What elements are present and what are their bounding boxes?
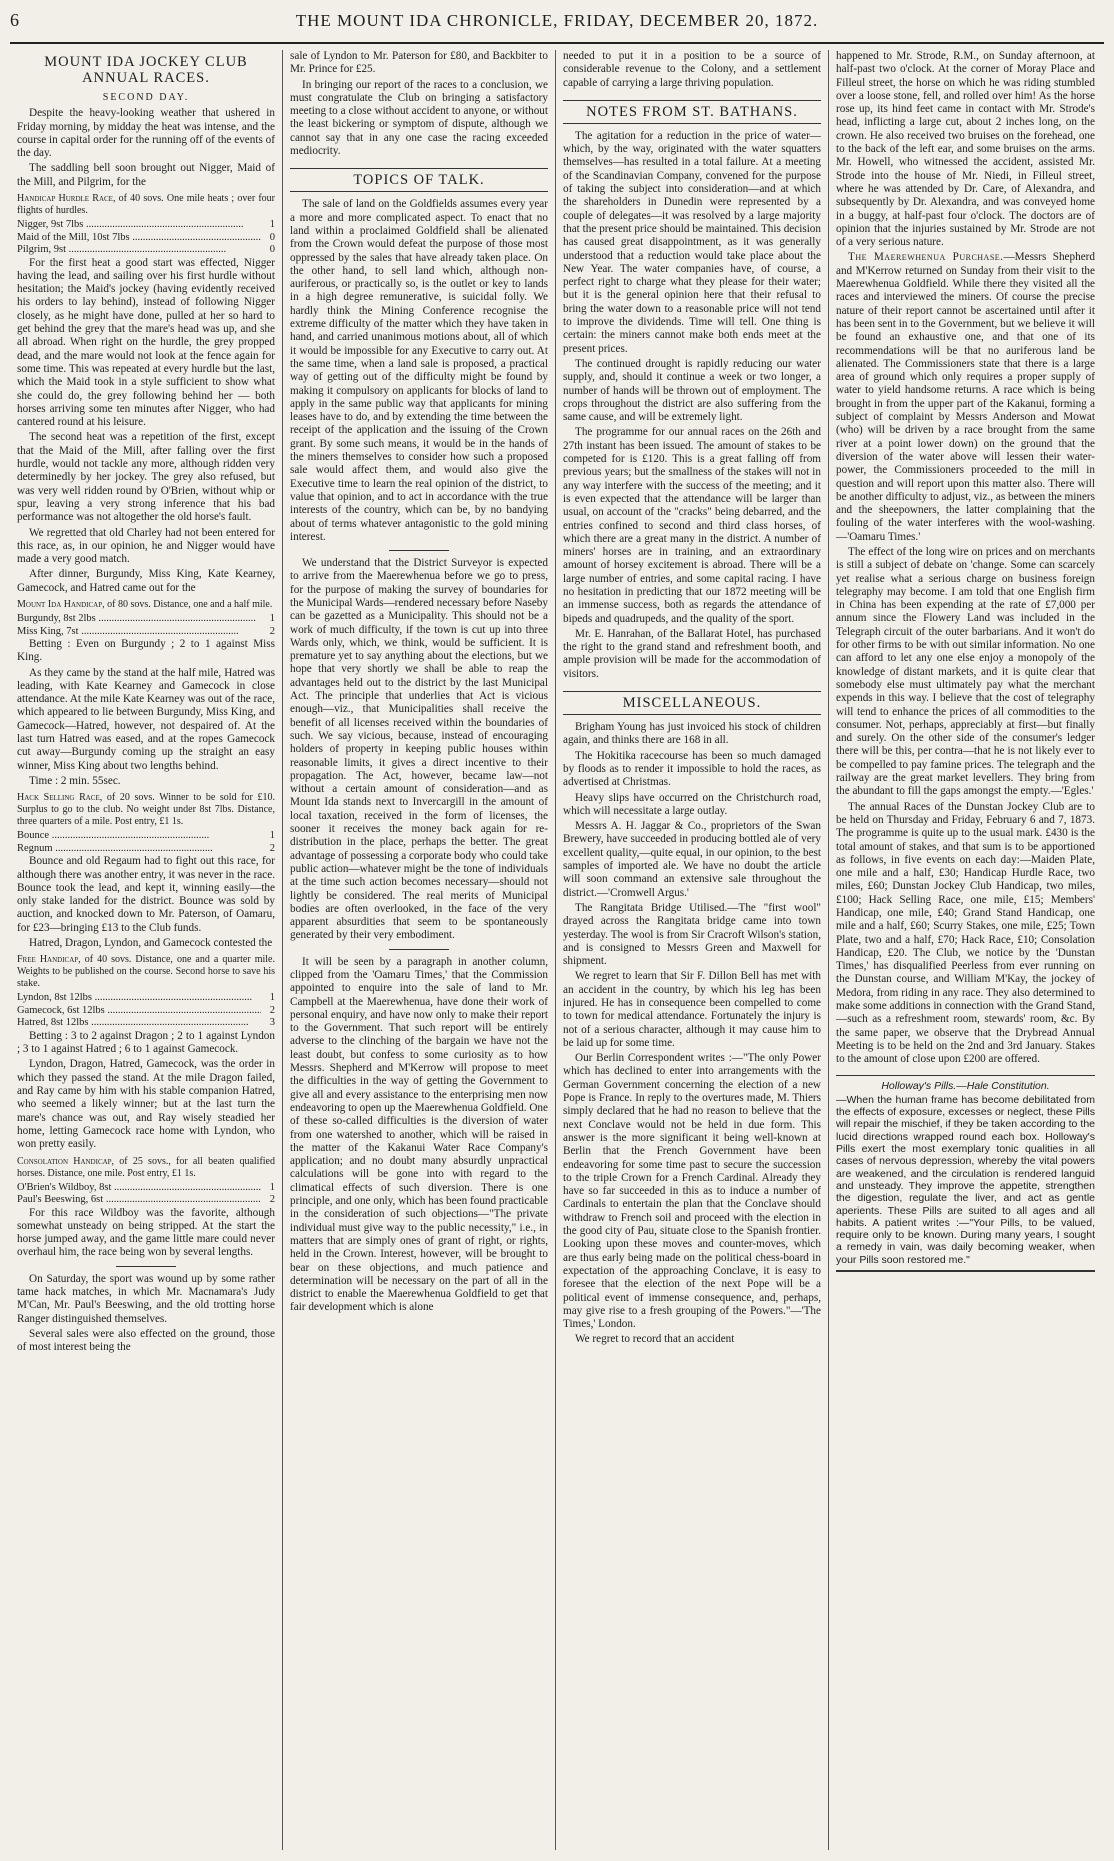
columns xyxy=(10,50,1104,1850)
section-divider xyxy=(389,550,449,551)
result-row: O'Brien's Wildboy, 8st ..... 1 xyxy=(17,1182,275,1195)
result-row: Burgundy, 8st 2lbs ..... 1 xyxy=(17,613,275,626)
race-name: Free Handicap, xyxy=(17,954,81,966)
race-report: For the first heat a good start was effected, Nigger having the lead, and sailing over his first hurdle without hesitation; the Maid's jockey (having evidently received his orders to lay behind), instead of following Nigger closely, as he might have done, pulled at her so hard to get behind the grey that the mare's head was up, and she all abroad. When right on the hurdle, the grey propped dead, and the mare would not look at the fence again for some time. This was repeated at every hurdle but the last, which the Maid took in a style sufficient to show what she could do, the grey following behind her — both horses arriving some ten minutes after Nigger, who had cantered round at his leisure. xyxy=(17,256,275,429)
article-paragraph: sale of Lyndon to Mr. Paterson for £80, and Backbiter to Mr. Prince for £25. xyxy=(290,50,548,76)
result-row: Lyndon, 8st 12lbs ..... 1 xyxy=(17,992,275,1005)
newspaper-title: THE MOUNT IDA CHRONICLE, FRIDAY, DECEMBER 20, 1872. xyxy=(295,11,819,30)
result-row: Nigger, 9st 7lbs ..... 1 xyxy=(17,219,275,232)
advertisement-title: Holloway's Pills.—Hale Constitution. xyxy=(881,1079,1050,1092)
race-report: Lyndon, Dragon, Hatred, Gamecock, was the order in which they passed the stand. At the mile Dragon failed, and Ray came by him with his stable companion Hatred, who seemed a likely winner; but at the last turn the mare's chance was out, and Ray wisely steadied her home, letting Gamecock race home with Lyndon, who won pretty easily. xyxy=(17,1058,275,1151)
article-paragraph: Our Berlin Correspondent writes :—"The only Power which has declined to enter into arrangements with the German Government concerning the election of a new Pope is France. In reply to the overtures made, M. Thiers simply declared that he had no reason to believe that the next Conclave would not be held in due form. This answer is the more significant it being well-known at Berlin that the French Government have been endeavoring for some time past to secure the succession to the triple Crown for a French Cardinal. Already they have so far succeeded in this as to induce a number of Cardinals to entertain the plan that the Conclave should withdraw to French soil and proceed with the election in the good city of Pau, situate close to the Spanish frontier. Looking upon these moves and counter-moves, which are thus early being made on the political chess-board in expectation of the approaching Conclave, it is easy to foresee that the election of the next Pope will be a political event of immense consequence, and, perhaps, may give rise to a fresh grouping of the Powers."—'The Times,' London. xyxy=(563,1052,821,1331)
article-paragraph: The continued drought is rapidly reducing our water supply, and, should it continue a week or two longer, a number of hands will be thrown out of employment. The crops throughout the district are also suffering from the same cause, and will be extremely light. xyxy=(563,357,821,424)
article-paragraph: The Hokitika racecourse has been so much damaged by floods as to render it impossible to hold the races, as advertised at Christmas. xyxy=(563,749,821,789)
race-report: As they came by the stand at the half mile, Hatred was leading, with Kate Kearney and Gamecock in close attendance. At the mile Kate Kearney was out of the race, which appeared to lie between Burgundy, Miss King, and Gamecock—Hatred, however, not despaired of. At the last turn Hatred was eased, and at the ropes Gamecock cut away—Burgundy coming up the straight an easy winner, Miss King about two lengths behind. xyxy=(17,666,275,772)
article-paragraph: The programme for our annual races on the 26th and 27th instant has been issued. The amount of stakes to be competed for is £120. This is a great falling off from previous years; but the smallness of the stakes will not in any way interfere with the success of the meeting; and it is even expected that the attendance will be larger than usual, on account of the "cracks" being debarred, and the entries confined to second and third class horses, of which there are a great many in the district. A number of miners' horses are in training, and an extraordinary amount of horsey excitement is abroad. There will be a large number of entries, and some capital racing. I have no hesitation in predicting that our 1872 meeting will be an immense success, both as regards the attendance of bipeds and quadrupeds, and the quality of the sport. xyxy=(563,426,821,625)
race-report: After dinner, Burgundy, Miss King, Kate Kearney, Gamecock, and Hatred came out for the xyxy=(17,568,275,594)
race-conditions: of 20 sovs. Winner to be sold for £10. Surplus to go to the club. No weight under 8st 7lbs. Distance, three quarters of a mile. Post entry, £1 1s. xyxy=(17,792,275,828)
race-name: Handicap Hurdle Race, xyxy=(17,193,116,205)
race-report: The second heat was a repetition of the first, except that the Maid of the Mill, after falling over the first hurdle, would not tackle any more, although ridden very determinedly by her jockey. The grey also refused, but was very well ridden round by O'Brien, without whip or spur, leaving a very strong inference that his bad performance was not altogether the old horse's fault. xyxy=(17,431,275,524)
article-paragraph: We regret to learn that Sir F. Dillon Bell has met with an accident in the country, by which his leg has been injured. He has in consequence been compelled to come to town for medical attendance. Fortunately the injury is not of a serious character, although it may cause him to be laid up for some time. xyxy=(563,970,821,1049)
races-intro-2: The saddling bell soon brought out Nigger, Maid of the Mill, and Pilgrim, for the xyxy=(17,162,275,188)
article-paragraph: The sale of land on the Goldfields assumes every year a more and more complicated aspect. To enact that no land within a proclaimed Goldfield shall be alienated from the Crown would defeat the purpose of those most oppressed by the sales that have already taken place. On the other hand, to sell land which, although non-auriferous, or practically so, is the outlet or key to lands in a high degree remunerative, is suicidal folly. We hardly think the Mining Conference recognise the extreme difficulty of the matter which they have taken in hand, and carried unanimous motions about, all of which it would be impossible for any Executive to carry out. At the same time, when a land sale is proposed, a practical way of getting out of the difficulty might be found by making it compulsory on applicants for blocks of land to apply in the same public way that applicants for mining leases have to do, and by extending the time between the receipt of the application and the issuing of the Crown grant. By some such means, it would be in the hands of the miners themselves to consider how such a proposed sale would affect them, and would also give the Executive time to learn the real opinion of the district, to value that opinion, and to act in accordance with the true interests of the country, which can be, by no bandying about of terms whatever antagonistic to the gold mining interest. xyxy=(290,198,548,543)
race-report: Several sales were also effected on the ground, those of most interest being the xyxy=(17,1327,275,1354)
advertisement-text: —When the human frame has become debilitated from the effects of exposure, excesses or neglect, these Pills will repair the mischief, if they be taken according to the lucid directions wrapped round each box. Holloway's Pills exert the most exemplary tonic qualities in all cases of nervous depression, whereby the vital powers are weakened, and the circulation is rendered languid and unsteady. They improve the appetite, strengthen the digestion, regulate the liver, and act as gentle aperients. These Pills are suited to all ages and all habits. A patient writes :—"Your Pills, to be valued, require only to be known. During many years, I sought a remedy in vain, was daily becoming weaker, when your Pills soon restored me." xyxy=(836,1093,1095,1266)
race-free-handicap xyxy=(17,954,275,990)
races-heading: MOUNT IDA JOCKEY CLUB ANNUAL RACES. xyxy=(44,54,248,86)
race-report: For this race Wildboy was the favorite, although somewhat unsteady on being stripped. At the start the horse jumped away, and the game little mare could never overhaul him, the race being won by several lengths. xyxy=(17,1206,275,1259)
race-hack-selling xyxy=(17,792,275,828)
column-3 xyxy=(556,50,829,1850)
paragraph-heading: The Maerewhenua Purchase. xyxy=(848,251,1004,264)
column-2 xyxy=(283,50,556,1850)
race-report: On Saturday, the sport was wound up by some rather tame hack matches, in which Mr. Macnamara's Judy M'Can, Mr. Paul's Beeswing, and the old trotting horse Ranger distinguished themselves. xyxy=(17,1272,275,1325)
article-paragraph: The Rangitata Bridge Utilised.—The "first wool" drayed across the Rangitata bridge came into town yesterday. The wool is from Sir Cracroft Wilson's station, and is consigned to Messrs Green and Maxwell for shipment. xyxy=(563,901,821,968)
race-name: Mount Ida Handicap, xyxy=(17,599,105,610)
article-paragraph: The effect of the long wire on prices and on merchants is still a subject of debate on 'change. Some can scarcely yet realise what a serious charge on business foreign telegraphy may become. I am told that one English firm in China has been expending at the rate of £7,000 per annum since the Flowery Land was included in the Telegraph circuit of the outer barbarians. And it won't do for other firms to be with out similar information. No one can afford to let any one else enjoy a monopoly of the knowledge of distant markets, and it is quite clear that somebody else must ultimately pay what the merchant expends in this way. I believe that the cost of telegraphy will tend to enhance the prices of all commodities to the consumer. Not, perhaps, appreciably at first—but finally and surely. On the other side of the consumer's ledger there will be this, per contra—that he is not likely ever to be compelled to pay famine prices. The telegraph and the railway are the great market levellers. They bring from the abundant to fill the gaps amongst the empty.—'Egles.' xyxy=(836,545,1095,798)
race-handicap xyxy=(17,599,275,611)
section-divider xyxy=(389,949,449,950)
column-1 xyxy=(10,50,283,1850)
advertisement xyxy=(836,1075,1095,1272)
article-paragraph: Heavy slips have occurred on the Christchurch road, which will necessitate a large outlay. xyxy=(563,791,821,817)
topics-heading: TOPICS OF TALK. xyxy=(290,168,548,192)
race-consolation xyxy=(17,1156,275,1180)
misc-heading: MISCELLANEOUS. xyxy=(563,691,821,715)
masthead xyxy=(10,10,1104,44)
result-row: Paul's Beeswing, 6st ..... 2 xyxy=(17,1194,275,1207)
result-row: Pilgrim, 9st ..... 0 xyxy=(17,244,275,257)
page-number: 6 xyxy=(10,10,20,30)
races-subheading: SECOND DAY. xyxy=(102,92,190,103)
race-conditions: of 40 sovs. One mile heats ; over four flights of hurdles. xyxy=(17,193,276,217)
section-divider xyxy=(116,1266,176,1267)
article-paragraph: happened to Mr. Strode, R.M., on Sunday afternoon, at half-past two o'clock. At the corner of Moray Place and Filleul street, the horse on which he was riding stumbled over a loose stone, fell, and rolled over him! As the horse rose up, its hind feet came in contact with Mr. Strode's head, inflicting a large cut, about 2 inches long, on the crown. He also received two bruises on the forehead, one to the back of the left ear, and some bruises on the arms. Mr. Howell, who witnessed the accident, assisted Mr. Strode into the house of Mr. Niedi, in Filleul street, where he was attended by Dr. Care, of Alexandra, and subsequently by Dr. Alexandra, and was conveyed home in a buggy, at half-past four o'clock. The doctors are of opinion that the injuries sustained by Mr. Strode are not of a very serious nature. xyxy=(836,50,1095,249)
result-row: Hatred, 8st 12lbs ..... 3 xyxy=(17,1017,275,1030)
column-4 xyxy=(829,50,1102,1850)
race-conditions: of 40 sovs. Distance, one and a quarter mile. Weights to be published on the course. Second horse to save his stake. xyxy=(17,954,275,990)
article-paragraph: Messrs A. H. Jaggar & Co., proprietors of the Swan Brewery, have succeeded in producing bottled ale of very excellent quality,—quite equal, in our opinion, to the best samples of imported ale. We have no doubt the article will soon command an extensive sale throughout the district.—'Cromwell Argus.' xyxy=(563,820,821,899)
bathans-heading: NOTES FROM ST. BATHANS. xyxy=(563,100,821,124)
result-row: Gamecock, 6st 12lbs ..... 2 xyxy=(17,1005,275,1018)
race-report: Hatred, Dragon, Lyndon, and Gamecock contested the xyxy=(29,937,273,950)
article-paragraph: Mr. E. Hanrahan, of the Ballarat Hotel, has purchased the right to the grand stand and refreshment booth, and ample provision will be made for the accommodation of visitors. xyxy=(563,627,821,680)
race-report: We regretted that old Charley had not been entered for this race, as, in our opinion, he and Nigger would have made a very good match. xyxy=(17,526,275,566)
race-report: Time : 2 min. 55sec. xyxy=(29,774,121,787)
race-conditions: of 25 sovs., for all beaten qualified horses. Distance, one mile. Post entry, £1 1s. xyxy=(17,1155,275,1179)
article-paragraph: We understand that the District Surveyor is expected to arrive from the Maerewhenua before we go to press, for the purpose of making the survey of boundaries for the Municipal Wards—rendered necessary before Naseby can be gazetted as a Municipality. This should not be a work of much difficulty, if the town is cut up into three Wards only, which, we think, would be sufficient. It is premature yet to say anything about the elections, but we hope that very shortly we shall be able to reap the advantages held out to the district by the last Municipal Act. The principle that underlies that Act is vicious enough—viz., that Municipalities shall receive the benefit of all licenses received within the boundaries of such. We say vicious, because, instead of encouraging holders of property in keeping public houses within reasonable limits, it gives a direct incentive to their propagation. The Act, however, became law—not without a certain amount of consideration—and as Mount Ida stands next to Invercargill in the amount of local taxation, received in the form of licenses, the sooner it receives the money back again for re-distribution in the place, perhaps the better. The great advantage of possessing a corporate body who could take public action—whatever might be the tone of individuals at the time such action becomes necessary—should not lightly be considered. The real merits of Municipal bodies are often overlooked, in the face of the very apparent absurdities that seem to be spontaneously generated by their very embodiment. xyxy=(290,557,548,942)
race-conditions: of 80 sovs. Distance, one and a half mile. xyxy=(107,599,273,610)
article-paragraph xyxy=(836,251,1095,544)
result-row: Maid of the Mill, 10st 7lbs ..... 0 xyxy=(17,232,275,245)
article-paragraph: Brigham Young has just invoiced his stock of children again, and thinks there are 168 in all. xyxy=(563,721,821,747)
race-report: Bounce and old Regaum had to fight out this race, for although there was another entry, it was never in the race. Bounce took the lead, and kept it, winning easily—the only stake landed for the district. Bounce was sold by auction, and knocked down to Mr. Paterson, of Oamaru, for £23—bringing £13 to the Club funds. xyxy=(17,855,275,934)
race-report: Betting : Even on Burgundy ; 2 to 1 against Miss King. xyxy=(17,638,275,664)
result-row: Bounce ..... 1 xyxy=(17,830,275,843)
races-intro-1: Despite the heavy-looking weather that ushered in Friday morning, by midday the heat was intense, and the course in capital order for the running off of the events of the day. xyxy=(17,107,275,160)
article-paragraph: The agitation for a reduction in the price of water—which, by the way, originated with the water squatters themselves—has resulted in a total failure. At a meeting of the Scandinavian Company, convened for the purpose of taking the subject into consideration—and at which the shareholders in Dunedin were represented by a couple of delegates—it was resolved by a large majority that the present price should be maintained. This decision has caused great disappointment, as it was generally understood that a reduction would take place about the New Year. The water companies have, of course, a perfect right to charge what they please for their water; but it is the general opinion here that their refusal to bring the water down to a reasonable price will not tend to improve the dividends. Time will tell. One thing is certain: the miners cannot make both ends meet at the present prices. xyxy=(563,129,821,355)
article-paragraph: needed to put it in a position to be a source of considerable revenue to the Colony, and a settlement capable of carrying a large thriving population. xyxy=(563,50,821,89)
race-name: Hack Selling Race, xyxy=(17,792,103,804)
article-paragraph: The annual Races of the Dunstan Jockey Club are to be held on Thursday and Friday, February 6 and 7, 1873. The programme is quite up to the usual mark. £430 is the total amount of stakes, and that sum is to be apportioned as follows, in five events on each day:—Maiden Plate, one mile and a half, £30; Handicap Hurdle Race, two miles, £60; Dunstan Jockey Club Handicap, two miles, £100; Hack Selling Race, one mile, £15; Members' Handicap, one mile, £40; Grand Stand Handicap, one mile and a half, £60; Scurry Stakes, one mile, £25; Town Plate, two and a half, £70; Hack Race, £10; Consolation Handicap, £20. The Club, we notice by the 'Dunstan Times,' has disqualified Peerless from ever running on the Dunstan course, and William M'Kay, the jockey of Medora, from riding in any race. They also determined to make some additions in connection with the Grand Stand,—such as a refreshment room, stewards' room, &c. By the same paper, we observe that the Drybread Annual Meeting is to be held on the 2nd and 3rd January. Stakes to the amount of close upon £200 are offered. xyxy=(836,800,1095,1066)
race-name: Consolation Handicap, xyxy=(17,1155,115,1167)
race-hurdle xyxy=(17,193,275,217)
result-row: Regnum ..... 2 xyxy=(17,843,275,856)
result-row: Miss King, 7st ..... 2 xyxy=(17,626,275,639)
article-paragraph: We regret to record that an accident xyxy=(575,1333,735,1346)
race-report: Betting : 3 to 2 against Dragon ; 2 to 1 against Lyndon ; 3 to 1 against Hatred ; 6 to 1 against Gamecock. xyxy=(17,1029,275,1056)
paragraph-body: —Messrs Shepherd and M'Kerrow returned on Sunday from their visit to the Maerewhenua Goldfield. While there they visited all the races and interviewed the miners. Of course the precise nature of their report cannot be ascertained until after it has been sent in to the Government, but we believe it will be found an exhaustive one, and that one of its recommendations will be that no auriferous land be alienated. The Commissioners state that there is a large area of ground which only requires a proper supply of water to yield handsome returns. A race which is being brought in from the upper part of the Kakanui, forming a subject of complaint by Messrs Anderson and Mowat (who) will be driven by a race brought from the same river at a point lower down) on the ground that the diversion of the water above will lessen their water-power, the Commissioners proceeded to the mill in question and will report upon this matter also. There will be another difficulty to adjust, viz., as between the miners and the sheepowners, the latter complaining that the fouling of the water interferes with the wool-washing.—'Oamaru Times.' xyxy=(836,251,1095,543)
article-paragraph: In bringing our report of the races to a conclusion, we must congratulate the Club on bringing a satisfactory meeting to a close without accident to anyone, or without the least bickering or symptom of dispute, although we cannot say that in any one case the racing exceeded mediocrity. xyxy=(290,78,548,158)
article-paragraph: It will be seen by a paragraph in another column, clipped from the 'Oamaru Times,' that the Commission appointed to enquire into the sale of land to Mr. Campbell at the Maerewhenua, have done their work of personal enquiry, and have now only to make their report to the Government. That such report will be entirely adverse to the clinching of the bargain we have not the least doubt, but confess to some curiosity as to how Messrs. Shepherd and M'Kerrow will propose to meet the difficulties in the way of getting the Government to give all and every assistance to the enterprising men now endeavoring to open up the Maerewhenua Goldfield. One of these so-called difficulties is the diversion of water from one watershed to another, which will be raised in the matter of the Kakanui Water Race Company's application; and no doubt many absurdly unpractical calculations will be gone into with regard to the climatical effects of such diversion. There is one principle, and one only, which has been found practicable in the consideration of such objections—"The private individual must give way to the public necessity," i.e., in matters that are simply ones of grant of right, or rights, held in the Crown. Interest, however, will be brought to bear on these objections, and much patience and determination will be necessary on the part of all in the district to enable the Maerewhenua Goldfield to get that fair development which is alone xyxy=(290,955,548,1314)
